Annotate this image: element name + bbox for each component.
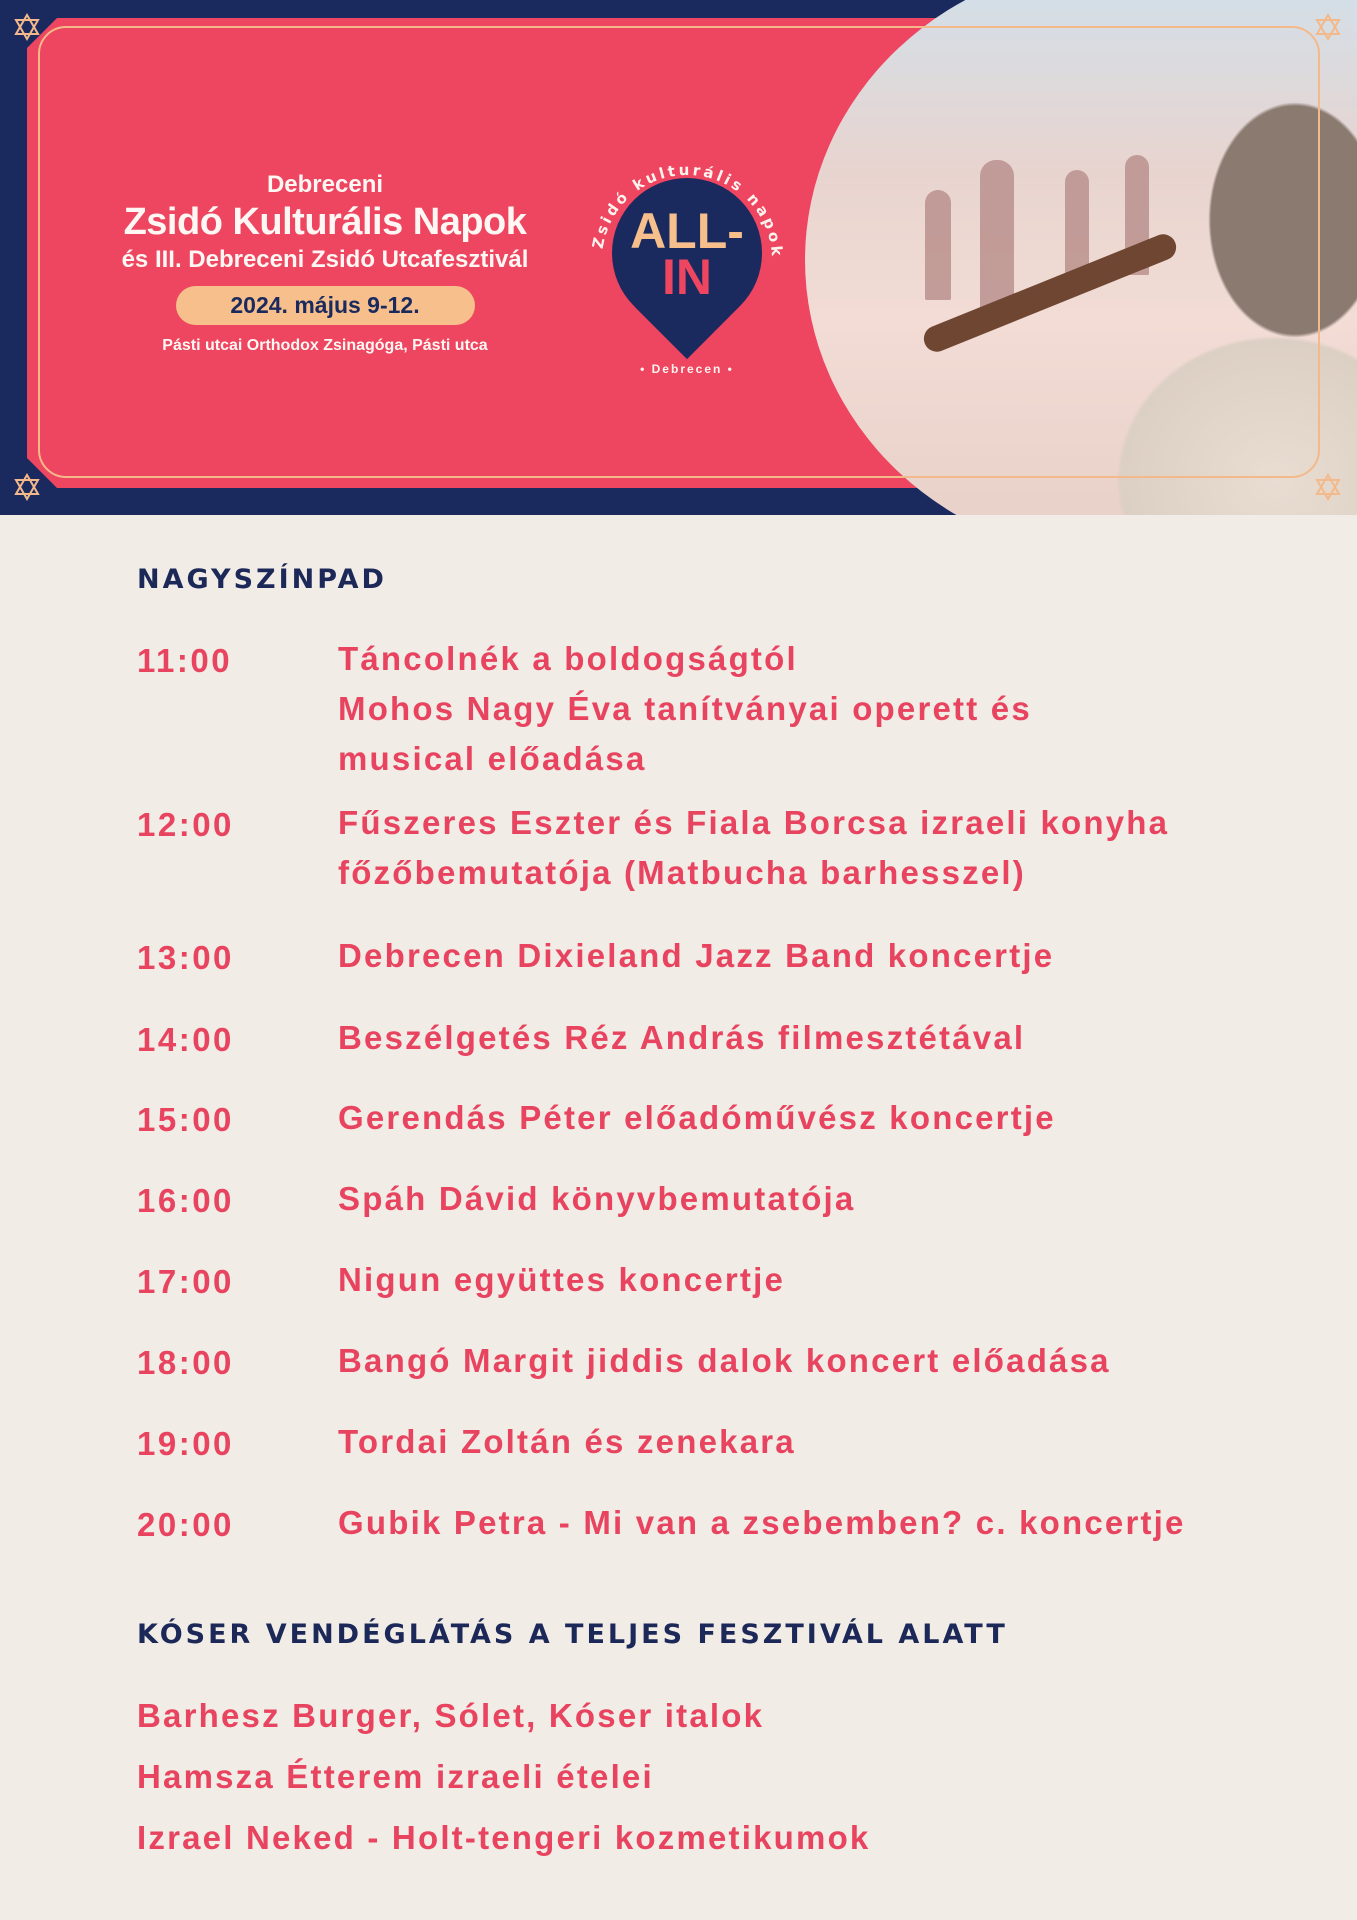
venue-text: Pásti utcai Orthodox Zsinagóga, Pásti utca: [162, 337, 488, 354]
event-line: Mohos Nagy Éva tanítványai operett és: [338, 690, 1032, 727]
date-badge: 2024. május 9-12.: [176, 286, 475, 325]
event-time: 12:00: [137, 806, 234, 843]
event-description: [338, 931, 1338, 981]
banner-title-block: [80, 170, 570, 355]
musician-photo: [805, 0, 1357, 515]
event-description: [338, 1013, 1338, 1063]
event-line: Gubik Petra - Mi van a zsebemben? c. koncertje: [338, 1504, 1186, 1541]
event-description: [338, 798, 1338, 898]
star-of-david-icon: [12, 12, 42, 42]
banner-subtitle: és III. Debreceni Zsidó Utcafesztivál: [121, 246, 529, 273]
event-time: 15:00: [137, 1101, 234, 1138]
event-line: Bangó Margit jiddis dalok koncert előadása: [338, 1342, 1111, 1379]
event-description: [338, 1093, 1338, 1143]
event-description: [338, 1336, 1338, 1386]
logo-city: • Debrecen •: [640, 362, 734, 376]
stage-heading: NAGYSZÍNPAD: [137, 564, 387, 595]
event-description: [338, 1174, 1338, 1224]
event-description: [338, 1498, 1338, 1548]
logo-wordmark: ALL- IN: [630, 203, 744, 305]
event-time: 16:00: [137, 1182, 234, 1219]
event-time: 17:00: [137, 1263, 234, 1300]
svg-text:Zsidó kulturális napok: Zsidó kulturális napok: [588, 160, 787, 260]
event-description: [338, 1255, 1338, 1305]
event-line: Fűszeres Eszter és Fiala Borcsa izraeli konyha: [338, 804, 1170, 841]
all-in-logo: [582, 140, 792, 390]
instrument-shape: [920, 230, 1180, 355]
catering-item: Barhesz Burger, Sólet, Kóser italok: [137, 1697, 765, 1734]
star-of-david-icon: [12, 472, 42, 502]
event-time: 19:00: [137, 1425, 234, 1462]
banner-title: Zsidó Kulturális Napok: [123, 201, 527, 243]
banner-city: Debreceni: [266, 171, 384, 198]
event-line: Gerendás Péter előadóművész koncertje: [338, 1099, 1056, 1136]
event-line: Táncolnék a boldogságtól: [338, 640, 798, 677]
event-description: [338, 1417, 1338, 1467]
festival-banner: [0, 0, 1357, 515]
catering-heading: KÓSER VENDÉGLÁTÁS A TELJES FESZTIVÁL ALATT: [137, 1619, 1008, 1650]
event-description: [338, 634, 1338, 784]
event-time: 11:00: [137, 642, 233, 679]
event-time: 18:00: [137, 1344, 234, 1381]
event-time: 14:00: [137, 1021, 234, 1058]
event-line: Nigun együttes koncertje: [338, 1261, 786, 1298]
star-of-david-icon: [1313, 12, 1343, 42]
event-line: Spáh Dávid könyvbemutatója: [338, 1180, 856, 1217]
star-of-david-icon: [1313, 472, 1343, 502]
event-line: főzőbemutatója (Matbucha barhesszel): [338, 854, 1026, 891]
event-line: musical előadása: [338, 740, 647, 777]
event-time: 20:00: [137, 1506, 234, 1543]
event-line: Tordai Zoltán és zenekara: [338, 1423, 796, 1460]
event-line: Debrecen Dixieland Jazz Band koncertje: [338, 937, 1055, 974]
event-time: 13:00: [137, 939, 234, 976]
catering-item: Hamsza Étterem izraeli ételei: [137, 1758, 654, 1795]
event-line: Beszélgetés Réz András filmesztétával: [338, 1019, 1026, 1056]
catering-item: Izrael Neked - Holt-tengeri kozmetikumok: [137, 1819, 871, 1856]
